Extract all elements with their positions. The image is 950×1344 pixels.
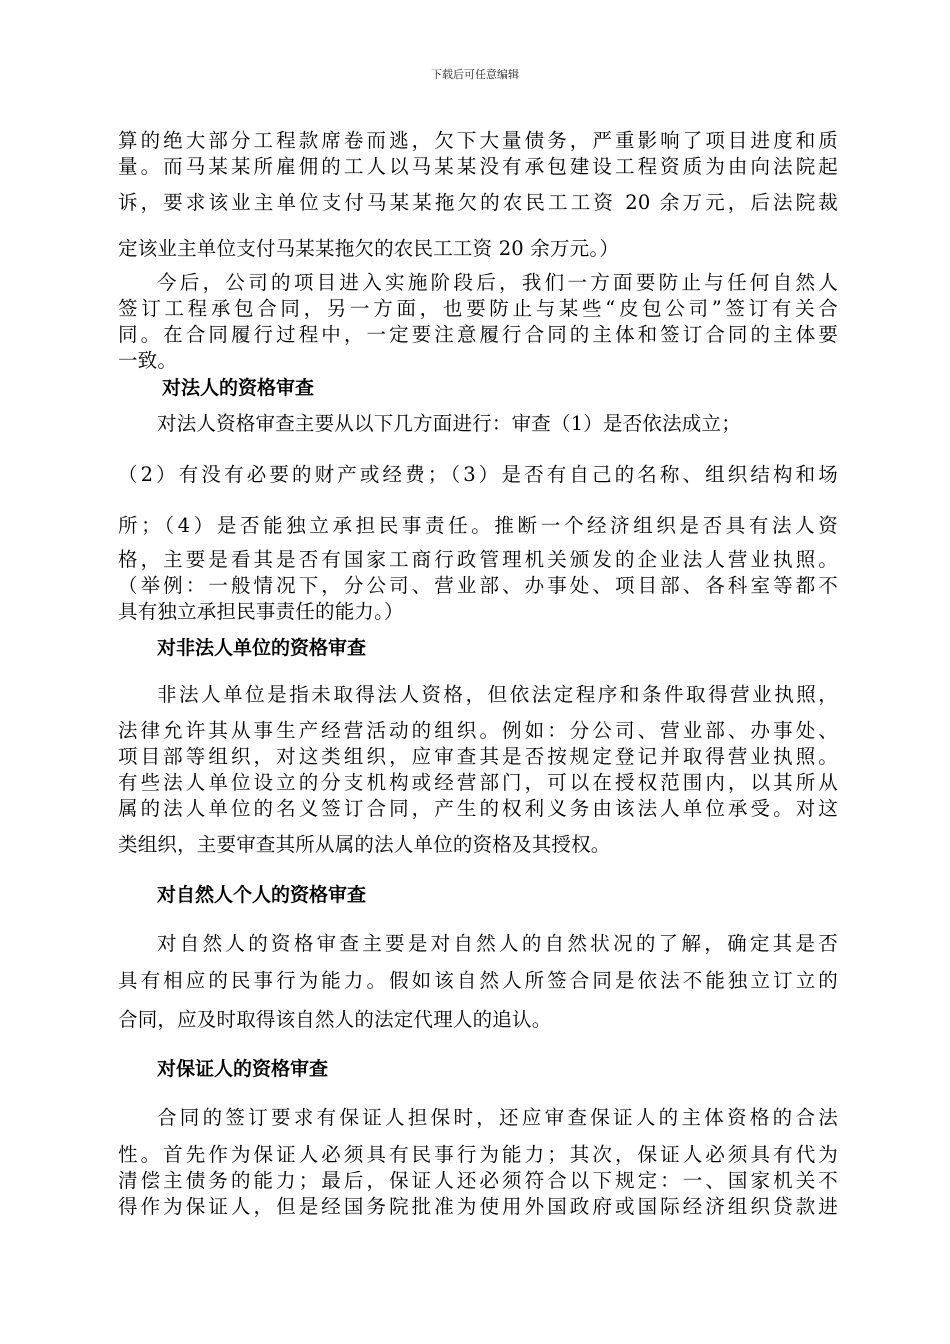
text-line: 项目部等组织，对这类组织，应审查其是否按规定登记并取得营业执照。 xyxy=(118,746,838,768)
text-line: 同。在合同履行过程中，一定要注意履行合同的主体和签订合同的主体要 xyxy=(118,324,838,346)
text-line: 非法人单位是指未取得法人资格，但依法定程序和条件取得营业执照， xyxy=(157,684,838,706)
text-line: 格，主要是看其是否有国家工商行政管理机关颁发的企业法人营业执照。 xyxy=(118,549,838,571)
text-line: 算的绝大部分工程款席卷而逃，欠下大量债务，严重影响了项目进度和质 xyxy=(118,130,838,152)
text-line: 类组织，主要审查其所从属的法人单位的资格及其授权。 xyxy=(118,834,611,856)
text-line: 属的法人单位的名义签订合同，产生的权利义务由该法人单位承受。对这 xyxy=(118,798,838,820)
section-heading: 对非法人单位的资格审查 xyxy=(157,637,367,659)
text-line: 合同，应及时取得该自然人的法定代理人的追认。 xyxy=(118,1009,552,1031)
text-line: 量。而马某某所雇佣的工人以马某某没有承包建设工程资质为由向法院起 xyxy=(118,156,838,178)
section-heading: 对法人的资格审查 xyxy=(162,377,315,399)
section-heading: 对保证人的资格审查 xyxy=(157,1058,329,1080)
text-line: 今后，公司的项目进入实施阶段后，我们一方面要防止与任何自然人 xyxy=(157,272,838,294)
section-heading: 对自然人个人的资格审查 xyxy=(157,884,367,906)
text-line: （举例：一般情况下，分公司、营业部、办事处、项目部、各科室等都不 xyxy=(118,575,838,597)
text-line: 定该业主单位支付马某某拖欠的农民工工资 20 余万元。） xyxy=(118,238,620,260)
text-line: 对法人资格审查主要从以下几方面进行：审查（1）是否依法成立； xyxy=(157,413,741,435)
text-line: 一致。 xyxy=(118,350,178,372)
text-line: 有些法人单位设立的分支机构或经营部门，可以在授权范围内，以其所从 xyxy=(118,772,838,794)
text-line: 合同的签订要求有保证人担保时，还应审查保证人的主体资格的合法 xyxy=(157,1107,838,1129)
page-header: 下载后可任意编辑 xyxy=(431,68,519,81)
text-line: 法律允许其从事生产经营活动的组织。例如：分公司、营业部、办事处、 xyxy=(118,720,838,742)
text-line: 签订工程承包合同，另一方面，也要防止与某些“皮包公司”签订有关合 xyxy=(118,298,838,320)
text-line: 所；（4）是否能独立承担民事责任。推断一个经济组织是否具有法人资 xyxy=(118,515,838,537)
text-line: 具有独立承担民事责任的能力。） xyxy=(118,601,404,623)
text-line: 具有相应的民事行为能力。假如该自然人所签合同是依法不能独立订立的 xyxy=(118,970,838,992)
text-line: 性。首先作为保证人必须具有民事行为能力；其次，保证人必须具有代为 xyxy=(118,1144,838,1166)
text-line: （2）有没有必要的财产或经费；（3）是否有自己的名称、组织结构和场 xyxy=(118,464,838,486)
text-line: 诉，要求该业主单位支付马某某拖欠的农民工工资 20 余万元，后法院裁 xyxy=(118,192,838,214)
text-line: 清偿主债务的能力；最后，保证人还必须符合以下规定：一、国家机关不 xyxy=(118,1170,838,1192)
text-line: 对自然人的资格审查主要是对自然人的自然状况的了解，确定其是否 xyxy=(157,933,838,955)
text-line: 得作为保证人，但是经国务院批准为使用外国政府或国际经济组织贷款进 xyxy=(118,1196,838,1218)
